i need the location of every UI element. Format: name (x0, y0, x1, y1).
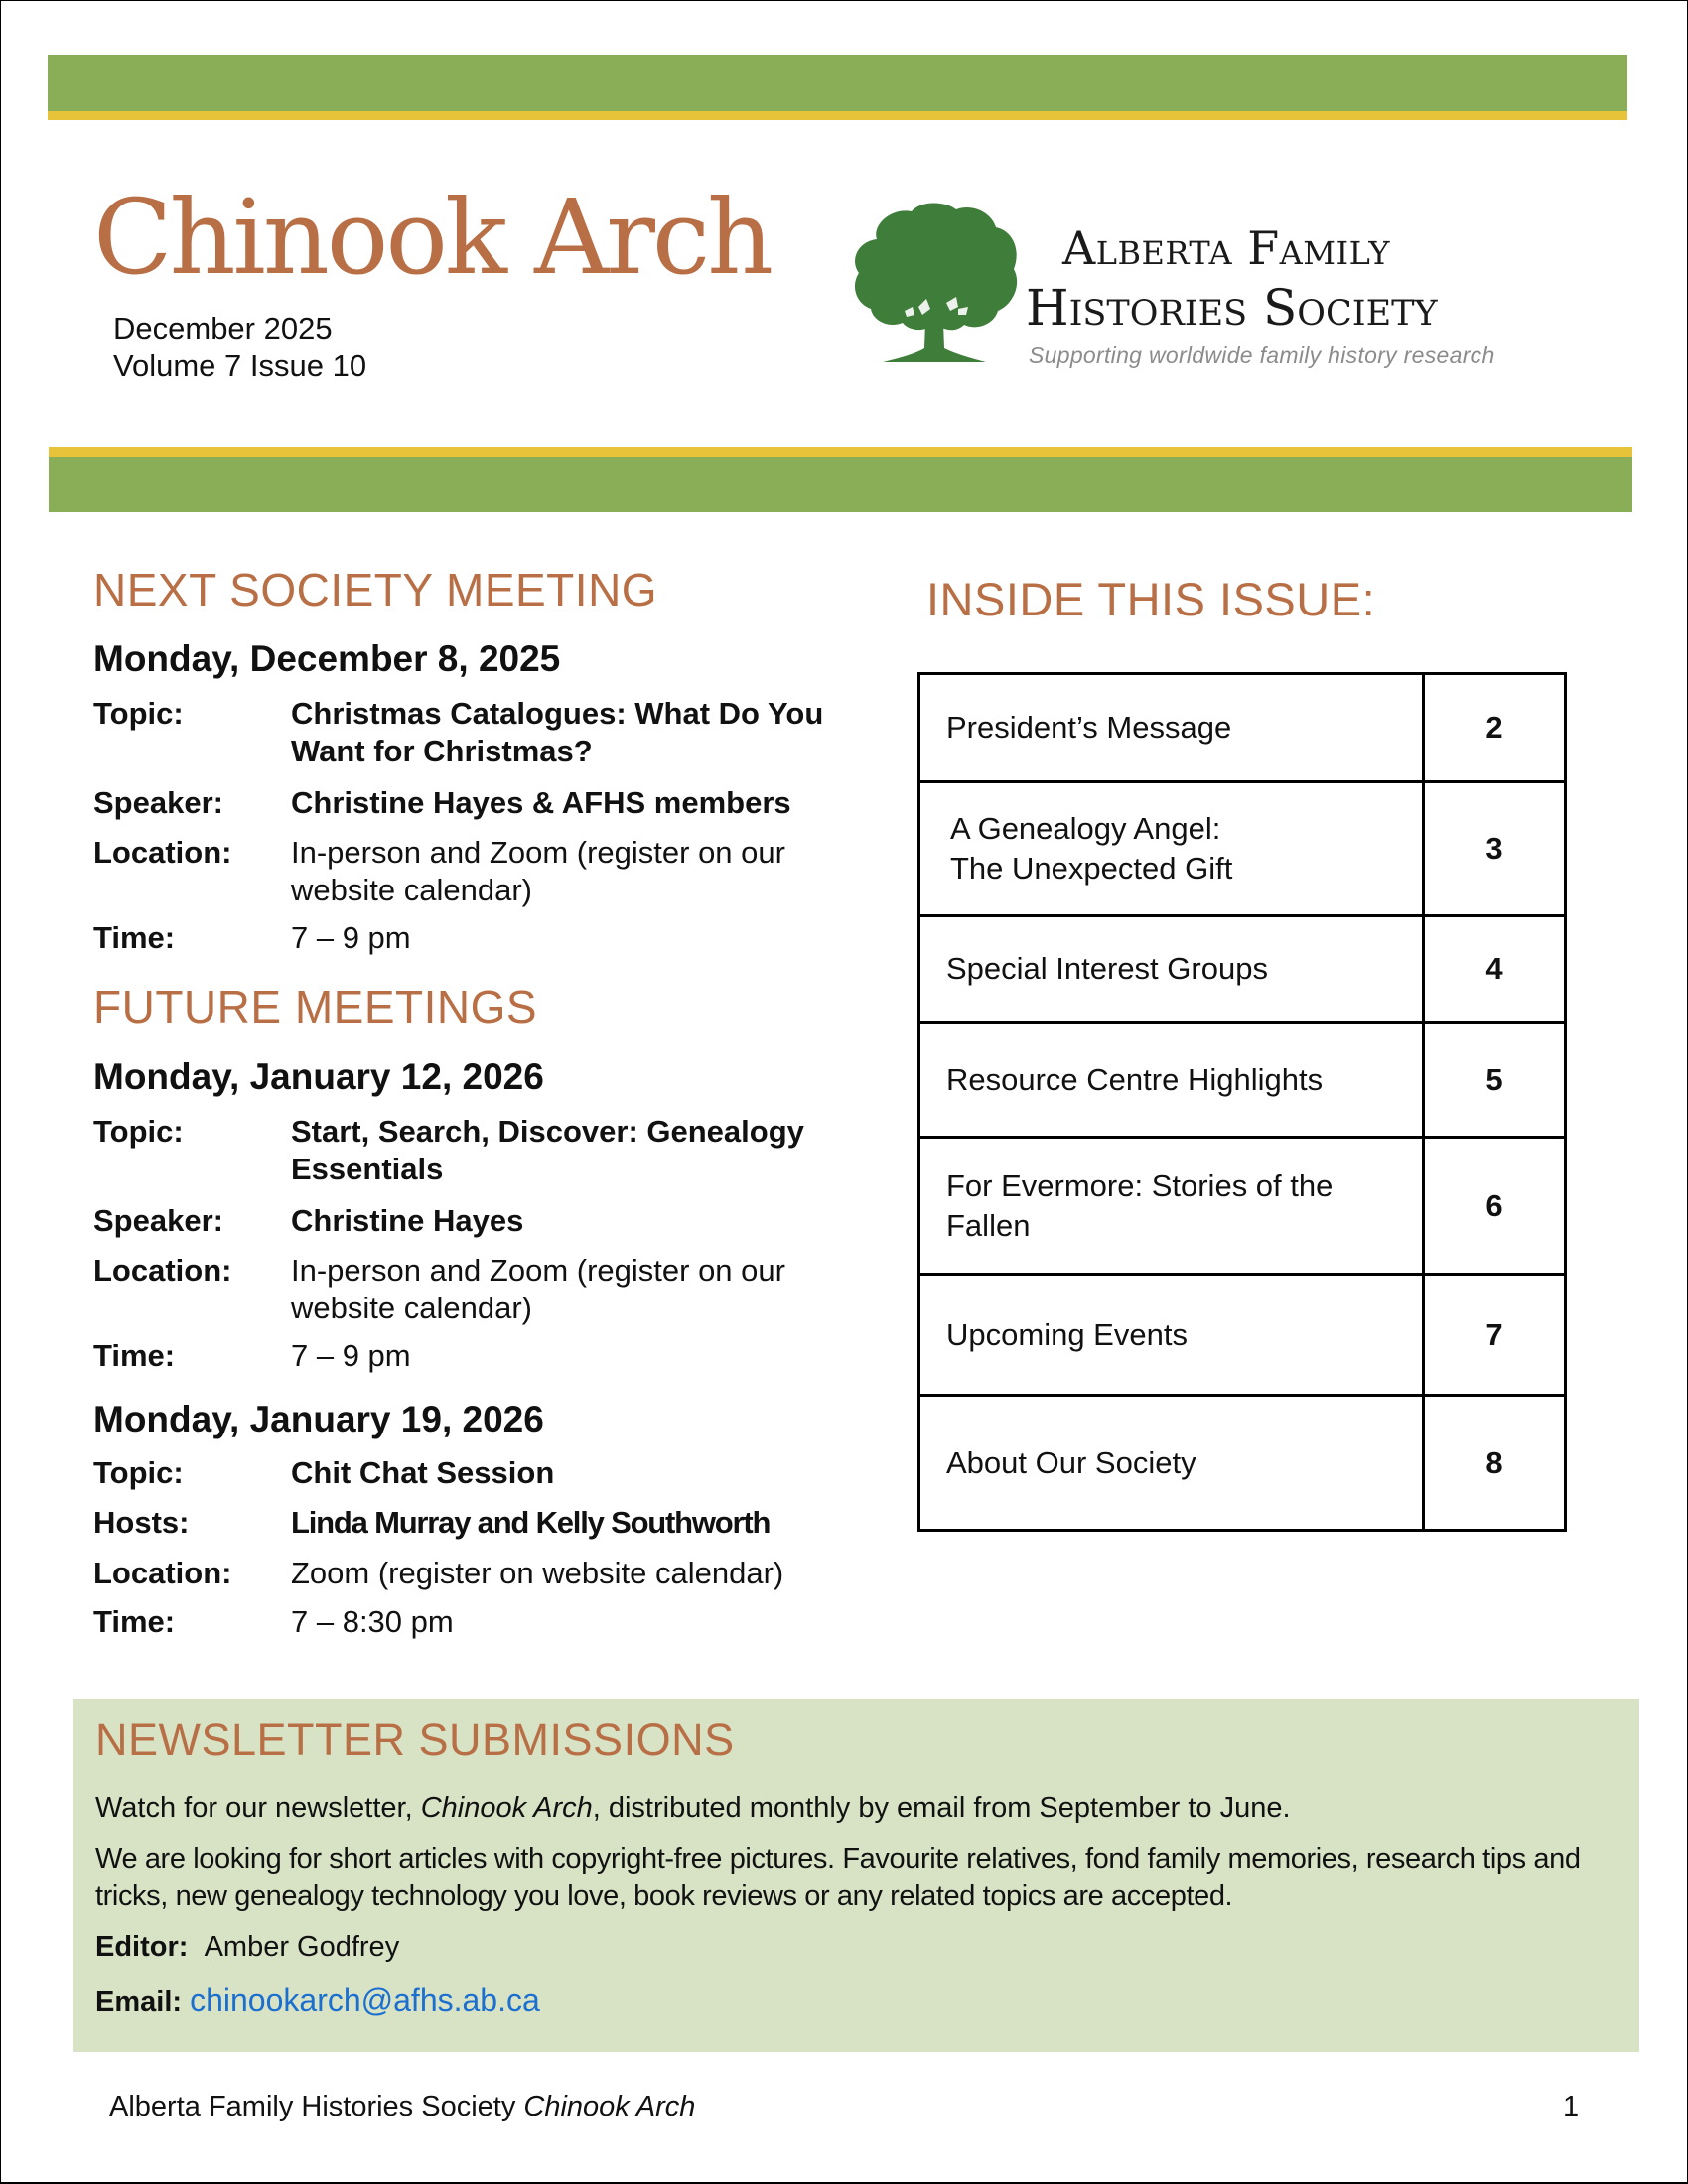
row-value-topic: Start, Search, Discover: Genealogy Essentials (291, 1114, 804, 1186)
row-label-time: Time: (93, 1338, 176, 1373)
row-label-location: Location: (93, 1556, 232, 1590)
toc-title-line: The Unexpected Gift (950, 851, 1233, 886)
toc-page: 7 (1424, 1275, 1566, 1396)
editor-label: Editor: (95, 1931, 189, 1963)
oak-tree-icon (847, 200, 1022, 368)
row-label-hosts: Hosts: (93, 1505, 190, 1540)
row-label-time: Time: (93, 1604, 176, 1639)
email-link[interactable]: chinookarch@afhs.ab.ca (190, 1982, 540, 2018)
email-line (95, 1982, 1624, 2021)
toc-row[interactable] (919, 782, 1566, 916)
row-value-speaker: Christine Hayes & AFHS members (291, 785, 791, 820)
toc-title[interactable]: Special Interest Groups (919, 916, 1424, 1023)
row-label-location: Location: (93, 835, 232, 870)
toc-page: 5 (1424, 1023, 1566, 1138)
toc-title[interactable]: Resource Centre Highlights (919, 1023, 1424, 1138)
next-meeting-date: Monday, December 8, 2025 (93, 638, 561, 679)
row-value-topic: Christmas Catalogues: What Do You Want for Christmas? (291, 696, 824, 768)
row-value-location: In-person and Zoom (register on our website calendar) (291, 835, 785, 907)
toc-row[interactable] (919, 1138, 1566, 1275)
row-value-location: Zoom (register on website calendar) (291, 1556, 784, 1590)
editor-name: Amber Godfrey (204, 1931, 400, 1963)
toc-page: 6 (1424, 1138, 1566, 1275)
row-value-time: 7 – 9 pm (291, 920, 411, 955)
submissions-request: We are looking for short articles with copyright-free pictures. Favourite relatives, fond family memories, research tips and tricks, new genealogy technology you love, book reviews or any related topics are accepted. (95, 1843, 1581, 1912)
toc-page: 2 (1424, 674, 1566, 782)
row-value-time: 7 – 9 pm (291, 1338, 411, 1373)
intro-text: Watch for our newsletter, (95, 1792, 421, 1824)
intro-text-end: , distributed monthly by email from September to June. (592, 1792, 1291, 1824)
row-label-speaker: Speaker: (93, 785, 223, 820)
issue-volume: Volume 7 Issue 10 (113, 348, 367, 383)
row-label-speaker: Speaker: (93, 1203, 223, 1238)
toc-title[interactable] (919, 782, 1424, 916)
page-number: 1 (1563, 2091, 1580, 2122)
toc-page: 3 (1424, 782, 1566, 916)
toc-row[interactable] (919, 1396, 1566, 1531)
submissions-intro (95, 1790, 1624, 1827)
submissions-heading: NEWSLETTER SUBMISSIONS (95, 1714, 735, 1765)
row-label-location: Location: (93, 1253, 232, 1288)
future-meeting-date: Monday, January 19, 2026 (93, 1399, 544, 1439)
footer-publication (109, 2089, 695, 2124)
footer-society: Alberta Family Histories Society (109, 2091, 524, 2122)
row-label-topic: Topic: (93, 1455, 184, 1490)
row-label-topic: Topic: (93, 1114, 184, 1149)
row-value-speaker: Christine Hayes (291, 1203, 524, 1238)
newsletter-name: Chinook Arch (420, 1792, 593, 1824)
toc-title[interactable]: About Our Society (919, 1396, 1424, 1531)
top-band-yellow (48, 111, 1627, 120)
toc-row[interactable] (919, 1023, 1566, 1138)
footer-newsletter-name: Chinook Arch (523, 2091, 696, 2122)
row-label-time: Time: (93, 920, 176, 955)
toc-title[interactable]: For Evermore: Stories of the Fallen (919, 1138, 1424, 1275)
future-meetings-heading: FUTURE MEETINGS (93, 981, 538, 1032)
top-band-green (48, 55, 1627, 111)
email-label: Email: (95, 1986, 183, 2018)
row-value-time: 7 – 8:30 pm (291, 1604, 454, 1639)
row-value-location: In-person and Zoom (register on our website calendar) (291, 1253, 785, 1325)
toc-row[interactable] (919, 916, 1566, 1023)
toc-title-line: A Genealogy Angel: (950, 811, 1221, 846)
logo-name-line2: Histories Society (1026, 279, 1438, 337)
toc-title[interactable]: Upcoming Events (919, 1275, 1424, 1396)
next-meeting-heading: NEXT SOCIETY MEETING (93, 564, 658, 615)
logo-name-line1: Alberta Family (1062, 221, 1390, 275)
editor-line (95, 1929, 1624, 1966)
inside-issue-heading: INSIDE THIS ISSUE: (926, 573, 1376, 625)
mid-band-yellow (49, 447, 1632, 457)
newsletter-title: Chinook Arch (93, 177, 772, 298)
issue-date: December 2025 (113, 311, 333, 345)
future-meeting-date: Monday, January 12, 2026 (93, 1056, 544, 1097)
toc-title[interactable]: President’s Message (919, 674, 1424, 782)
mid-band-green (49, 457, 1632, 512)
row-value-hosts: Linda Murray and Kelly Southworth (291, 1505, 771, 1540)
toc-page: 4 (1424, 916, 1566, 1023)
toc-page: 8 (1424, 1396, 1566, 1531)
row-label-topic: Topic: (93, 696, 184, 731)
table-of-contents (917, 672, 1567, 1532)
row-value-topic: Chit Chat Session (291, 1455, 555, 1490)
logo-tagline: Supporting worldwide family history research (1029, 342, 1495, 368)
toc-row[interactable] (919, 674, 1566, 782)
toc-row[interactable] (919, 1275, 1566, 1396)
